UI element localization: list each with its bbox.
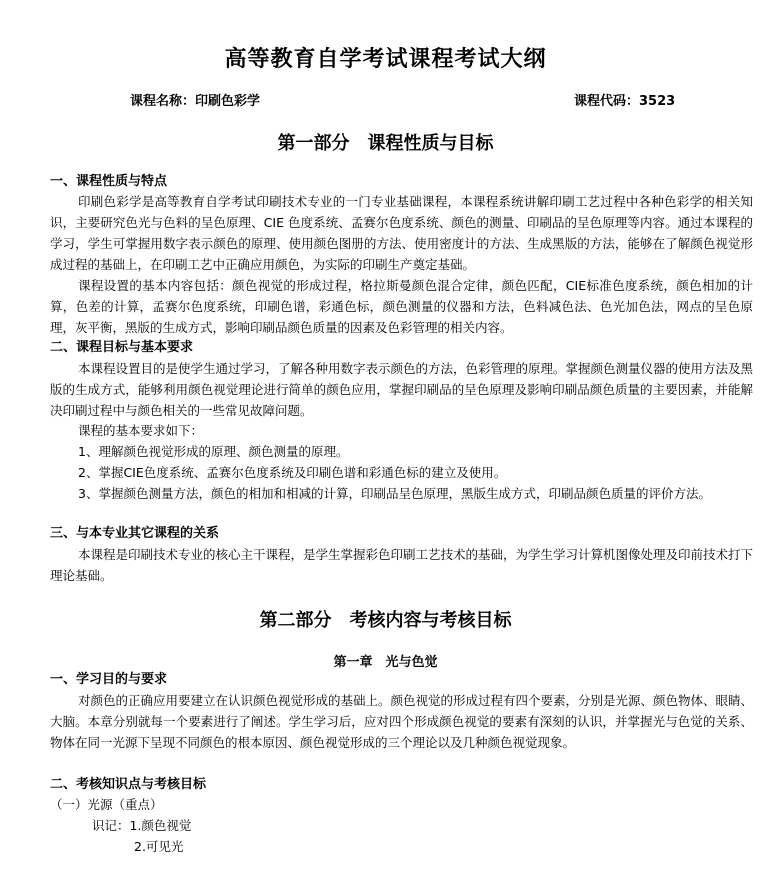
section-heading-nature: 一、课程性质与特点: [50, 174, 168, 189]
part2-heading: 第二部分 考核内容与考核目标: [259, 610, 512, 631]
course-info-line: [0, 90, 771, 108]
paragraph-study-goals: 对颜色的正确应用要建立在认识颜色视觉形成的基础上。颜色视觉的形成过程有四个要素，分别是光源、颜色物体、眼睛、大脑。本章分别就每一个要素进行了阐述。学生学习后，应对四个形成颜色视觉的要素有深刻的认识，并掌握光与色觉的关系、物体在同一光源下呈现不同颜色的根本原因、颜色视觉形成的三个理论以及几种颜色视觉现象。: [50, 693, 754, 750]
requirement-item-1: 1、理解颜色视觉形成的原理、颜色测量的原理。: [78, 444, 349, 459]
paragraph-goals-1: 本课程设置目的是使学生通过学习，了解各种用数字表示颜色的方法，色彩管理的原理。掌握颜色测量仪器的使用方法及黑版的生成方式，能够利用颜色视觉理论进行简单的颜色应用，掌握印刷品的呈色原理及影响印刷品颜色质量的主要因素，并能解决印刷过程中与颜色相关的一些常见故障问题。: [50, 361, 754, 418]
course-code: 课程代码：3523: [574, 94, 676, 109]
course-name: 课程名称：印刷色彩学: [130, 94, 261, 109]
paragraph-nature-1: 印刷色彩学是高等教育自学考试印刷技术专业的一门专业基础课程，本课程系统讲解印刷工艺过程中各种色彩学的相关知识，主要研究色光与色料的呈色原理、CIE 色度系统、孟赛尔色度系统、颜色的测量、印刷品的呈色原理等内容。通过本课程的学习，学生可掌握用数字表示颜色的原理、使用颜色图册的方法、使用密度计的方法、生成黑版的方法，能够在了解颜色视觉形成过程的基础上，在印刷工艺中正确应用颜色，为实际的印刷生产奠定基础。: [50, 194, 753, 272]
requirement-item-3: 3、掌握颜色测量方法，颜色的相加和相减的计算，印刷品呈色原理，黑版生成方式，印刷品颜色质量的评价方法。: [78, 486, 711, 501]
section-heading-study-goals: 一、学习目的与要求: [50, 672, 168, 687]
requirements-intro: 课程的基本要求如下：: [78, 423, 204, 438]
section-heading-exam-points: 二、考核知识点与考核目标: [50, 777, 207, 792]
subsection-light-source: （一）光源（重点）: [50, 797, 163, 812]
list-item-color-vision: 识记：1.颜色视觉: [92, 818, 192, 833]
requirement-item-2: 2、掌握CIE色度系统、孟赛尔色度系统及印刷色谱和彩通色标的建立及使用。: [78, 465, 507, 480]
section-heading-relations: 三、与本专业其它课程的关系: [50, 526, 220, 541]
section-heading-goals: 二、课程目标与基本要求: [50, 340, 194, 355]
paragraph-relations: 本课程是印刷技术专业的核心主干课程，是学生掌握彩色印刷工艺技术的基础，为学生学习计算机图像处理及印前技术打下理论基础。: [50, 547, 754, 583]
document-title: 高等教育自学考试课程考试大纲: [224, 47, 547, 72]
chapter1-heading: 第一章 光与色觉: [333, 655, 438, 670]
list-item-visible-light: 2.可见光: [134, 839, 184, 854]
part1-heading: 第一部分 课程性质与目标: [277, 133, 494, 154]
paragraph-nature-2: 课程设置的基本内容包括：颜色视觉的形成过程，格拉斯曼颜色混合定律，颜色匹配，CIE标准色度系统，颜色相加的计算，色差的计算，孟赛尔色度系统，印刷色谱，彩通色标，颜色测量的仪器和方法，色料减色法、色光加色法，网点的呈色原理，灰平衡，黑版的生成方式，影响印刷品颜色质量的因素及色彩管理的相关内容。: [50, 278, 753, 335]
